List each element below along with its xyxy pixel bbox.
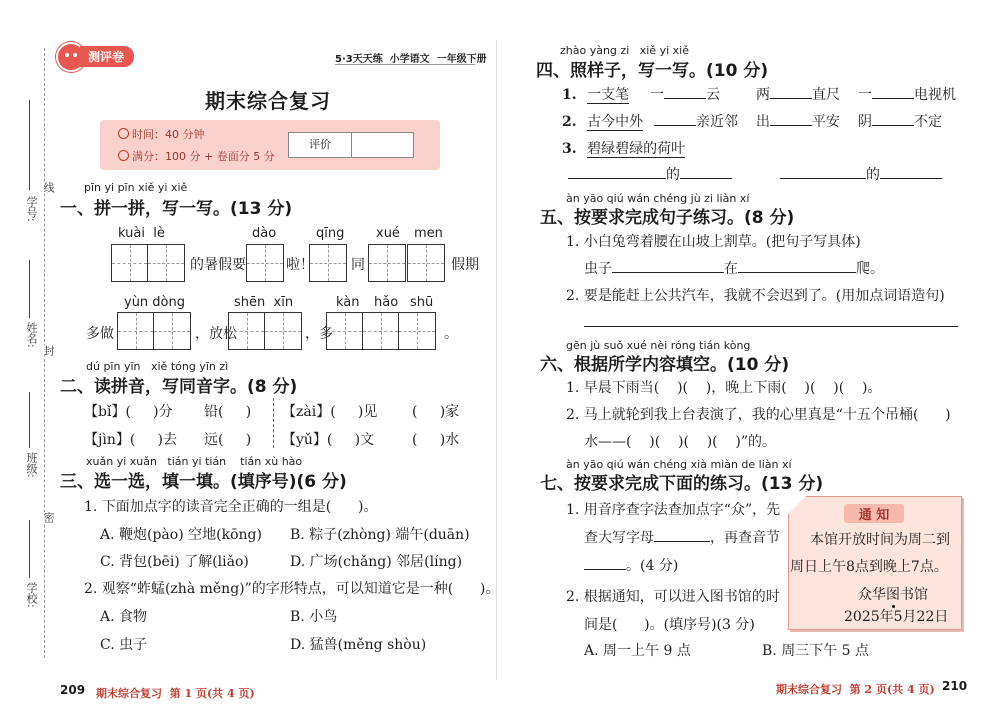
q1-text-8: 。 — [444, 326, 458, 342]
q4-r1-blank-a[interactable] — [664, 84, 706, 99]
q1-text-4: 假期 — [451, 257, 479, 273]
q2-r1-c3: 【zài】( )见 — [282, 404, 378, 420]
left-page-number: 209 — [60, 683, 86, 697]
q3-title: 三、选一选，填一填。(填序号)(6 分) — [60, 472, 347, 492]
q2-r1-c1: 【bǐ】( )分 — [84, 404, 173, 420]
time-text: 时间：40 分钟 — [132, 128, 205, 141]
q4-title: 四、照样子，写一写。(10 分) — [536, 61, 769, 81]
binding-class-label: 班级: — [25, 452, 38, 478]
q4-r2-c-post: 不定 — [914, 114, 942, 130]
q7-s1d: 。(4 分) — [626, 558, 679, 574]
q1-box-yundong[interactable] — [117, 312, 191, 350]
q4-r2-a — [654, 111, 738, 131]
q5-s2-answer-line[interactable] — [584, 326, 958, 327]
check-icon — [118, 150, 129, 161]
q6-s2b: 水——( )( )( )( )”的。 — [584, 434, 777, 450]
q4-r1-example: 一支笔 — [587, 87, 630, 103]
notice-line-4: 2025年5月22日 — [844, 609, 949, 625]
q4-r2-blank-b[interactable] — [770, 111, 812, 126]
q7-title: 七、按要求完成下面的练习。(13 分) — [540, 474, 824, 494]
q3-s1: 1. 下面加点字的读音完全正确的一组是( )。 — [84, 499, 378, 515]
q1-text-2: 啦！ — [286, 257, 314, 273]
q4-r1-b-pre: 两 — [756, 87, 770, 103]
q7-opt-b[interactable]: B. 周三下午 5 点 — [762, 643, 869, 659]
q7-s2b: 间是( )。(填序号)(3 分) — [584, 617, 755, 633]
q1-box-kanhaoshu[interactable] — [326, 312, 436, 350]
q1-box-dao[interactable] — [246, 244, 284, 282]
q5-s2: 2. 要是能赶上公共汽车，我就不会迟到了。(用加点词语造句) — [566, 288, 945, 304]
q1-box-men[interactable] — [407, 244, 445, 282]
q4-r3-example: 碧绿碧绿的荷叶 — [587, 141, 686, 157]
q3-opt-d[interactable]: D. 广场(chǎng) 邻居(líng) — [290, 554, 463, 570]
clock-icon — [118, 128, 129, 139]
left-footer-text: 期末综合复习 第 1 页(共 4 页) — [96, 687, 255, 700]
center-fold — [496, 40, 497, 680]
q7-pinyin: àn yāo qiú wán chéng xià miàn de liàn xí — [566, 458, 792, 471]
q3-s2-opt-c[interactable]: C. 虫子 — [100, 637, 148, 653]
q4-r1-blank-b[interactable] — [770, 84, 812, 99]
binding-mark-line: 线 — [42, 182, 55, 193]
q3-s2-opt-d[interactable]: D. 猛兽(měng shòu) — [290, 637, 427, 653]
q1-py-xue: xué — [376, 226, 400, 241]
q5-s1-b: 在 — [724, 261, 738, 277]
eval-label: 评价 — [289, 133, 352, 157]
q4-r1-c — [858, 84, 956, 104]
q4-r3-blank-2[interactable] — [780, 164, 942, 184]
q7-opt-a[interactable]: A. 周一上午 9 点 — [584, 643, 691, 659]
q1-text-6: ，放松 — [195, 326, 237, 342]
q4-r2-b — [756, 111, 840, 131]
q1-box-qing[interactable] — [309, 244, 347, 282]
q2-pinyin: dú pīn yīn xiě tóng yīn zì — [86, 360, 229, 373]
q7-s1-blank-2[interactable] — [584, 555, 626, 570]
q1-title: 一、拼一拼，写一写。(13 分) — [60, 199, 293, 219]
q4-r2-b-pre: 出 — [756, 114, 770, 130]
q4-r2-blank-a[interactable] — [654, 111, 696, 126]
notice-line-3: 众华图书馆 — [858, 587, 928, 603]
q3-s2-opt-a[interactable]: A. 食物 — [100, 609, 148, 625]
binding-school-label: 学校: — [25, 582, 38, 608]
q4-r2-num: 2. — [562, 114, 577, 130]
binding-mark-seal: 封 — [42, 345, 55, 356]
q1-py-hao: hǎo — [374, 295, 399, 310]
q3-s2: 2. 观察“蚱蜢(zhà měng)”的字形特点，可以知道它是一种( )。 — [84, 581, 500, 597]
q1-py-kuaile: kuài lè — [118, 226, 165, 241]
q1-box-kuaile[interactable] — [111, 244, 185, 282]
q4-r2-c — [858, 111, 942, 131]
q4-r1-a-post: 云 — [706, 87, 720, 103]
right-page-number: 210 — [942, 679, 968, 693]
q4-r2-a-post: 亲近邻 — [696, 114, 738, 130]
q2-r2-c1: 【jìn】( )去 — [84, 432, 178, 448]
q5-s1-answer — [584, 258, 884, 278]
q5-s1: 1. 小白兔弯着腰在山坡上割草。(把句子写具体) — [566, 234, 861, 250]
q7-s1-blank-1[interactable] — [654, 527, 710, 542]
q3-opt-b[interactable]: B. 粽子(zhòng) 端午(duān) — [290, 527, 470, 543]
notice-line-2 — [790, 556, 948, 576]
q1-text-7: ，多 — [305, 326, 333, 342]
q6-title: 六、根据所学内容填空。(10 分) — [540, 355, 790, 375]
q1-py-men: men — [414, 226, 443, 241]
q6-s2: 2. 马上就轮到我上台表演了，我的心里真是“十五个吊桶( ) — [566, 407, 951, 423]
q4-r1-a-pre: 一 — [650, 87, 664, 103]
q3-s2-opt-b[interactable]: B. 小鸟 — [290, 609, 338, 625]
q4-r1-b-post: 直尺 — [812, 87, 840, 103]
q4-r3-de-2: 的 — [866, 167, 880, 183]
class-field[interactable] — [29, 392, 30, 448]
q4-r2-blank-c[interactable] — [872, 111, 914, 126]
q4-r2-c-pre: 阴 — [858, 114, 872, 130]
q1-py-yundong: yùn dòng — [124, 295, 186, 310]
q2-r1-c4: ( )家 — [412, 404, 460, 420]
q1-text-5: 多做 — [86, 326, 114, 342]
q2-r2-c3: 【yǔ】( )文 — [282, 432, 375, 448]
badge-label: 测评卷 — [80, 46, 134, 67]
q2-r2-c2: 远( ) — [204, 432, 252, 448]
series-label: 5·3天天练 小学语文 一年级下册 — [335, 54, 487, 65]
q3-opt-c[interactable]: C. 背包(bēi) 了解(liǎo) — [100, 554, 249, 570]
q5-pinyin: àn yāo qiú wán chéng jù zi liàn xí — [566, 192, 750, 205]
q7-s1c: ，再查音节 — [710, 530, 780, 546]
q4-r3-de-1: 的 — [666, 167, 680, 183]
q4-r1-b — [756, 84, 840, 104]
q2-divider — [273, 398, 274, 448]
q1-py-kan: kàn — [336, 295, 360, 310]
q4-r1 — [562, 84, 629, 104]
school-field[interactable] — [29, 520, 30, 578]
q5-title: 五、按要求完成句子练习。(8 分) — [540, 208, 795, 228]
q1-pinyin: pīn yi pīn xiě yi xiě — [84, 181, 188, 194]
eval-field[interactable] — [352, 133, 413, 157]
notice-head: 通 知 — [844, 504, 904, 523]
q1-py-shu: shū — [410, 295, 434, 310]
q5-s1-blank-1[interactable] — [612, 258, 724, 273]
q3-opt-a[interactable]: A. 鞭炮(pào) 空地(kōng) — [100, 527, 262, 543]
q7-s1a: 1. 用音序查字法查加点字“众”，先 — [566, 502, 781, 518]
q4-r1-c-post: 电视机 — [914, 87, 956, 103]
q7-s1b: 查大写字母 — [584, 530, 654, 546]
q6-pinyin: gēn jù suǒ xué nèi róng tián kòng — [566, 339, 751, 352]
binding-number-label: 学号: — [25, 196, 38, 222]
q1-box-xue[interactable] — [368, 244, 406, 282]
q3-pinyin: xuǎn yi xuǎn tián yi tián tián xù hào — [86, 455, 303, 468]
notice-line-2-text: 周日上午8点到晚上7点。 — [790, 559, 948, 575]
q4-r2-b-post: 平安 — [812, 114, 840, 130]
q4-r2-example: 古今中外 — [587, 114, 644, 130]
eval-box — [288, 132, 414, 158]
q4-pinyin: zhào yàng zi xiě yi xiě — [560, 44, 689, 57]
q5-s1-a: 虫子 — [584, 261, 612, 277]
q1-py-dao: dào — [252, 226, 277, 241]
q6-s1: 1. 早晨下雨当( )( )，晚上下雨( )( )( )。 — [566, 380, 882, 396]
q4-r1-num: 1. — [562, 87, 577, 103]
name-field[interactable] — [29, 260, 30, 318]
binding-mark-close: 密 — [42, 512, 55, 523]
page-title: 期末综合复习 — [205, 89, 331, 113]
q7-s2a: 2. 根据通知，可以进入图书馆的时 — [566, 589, 780, 605]
q1-py-qing: qīng — [316, 226, 345, 241]
score-text: 满分：100 分 + 卷面分 5 分 — [132, 150, 275, 163]
q1-text-1: 的暑假要 — [190, 257, 246, 273]
notice-fold — [788, 496, 806, 514]
q1-text-3: 同 — [351, 257, 365, 273]
q7-s1b-row — [584, 527, 780, 547]
header-rule — [335, 64, 475, 65]
q2-title: 二、读拼音，写同音字。(8 分) — [60, 377, 298, 397]
q4-r1-c-pre: 一 — [858, 87, 872, 103]
q7-s1-blank-2-row — [584, 555, 678, 575]
q4-r1-blank-c[interactable] — [872, 84, 914, 99]
binding-name-label: 姓名: — [25, 322, 38, 348]
q2-r2-c4: ( )水 — [412, 432, 460, 448]
notice-line-1: 本馆开放时间为周二到 — [810, 532, 950, 548]
number-field[interactable] — [29, 100, 30, 190]
q5-s1-blank-2[interactable] — [738, 258, 856, 273]
q4-r3-num: 3. — [562, 141, 577, 157]
q4-r3-blank-1[interactable] — [568, 164, 732, 184]
right-footer-text: 期末综合复习 第 2 页(共 4 页) — [776, 683, 935, 696]
q4-r2 — [562, 111, 643, 131]
q1-box-shenxin[interactable] — [228, 312, 302, 350]
q4-r3 — [562, 138, 685, 158]
q2-r1-c2: 铅( ) — [204, 404, 252, 420]
q4-r1-a — [650, 84, 720, 104]
q1-py-shenxin: shēn xīn — [234, 295, 294, 310]
q5-s1-c: 爬。 — [856, 261, 884, 277]
